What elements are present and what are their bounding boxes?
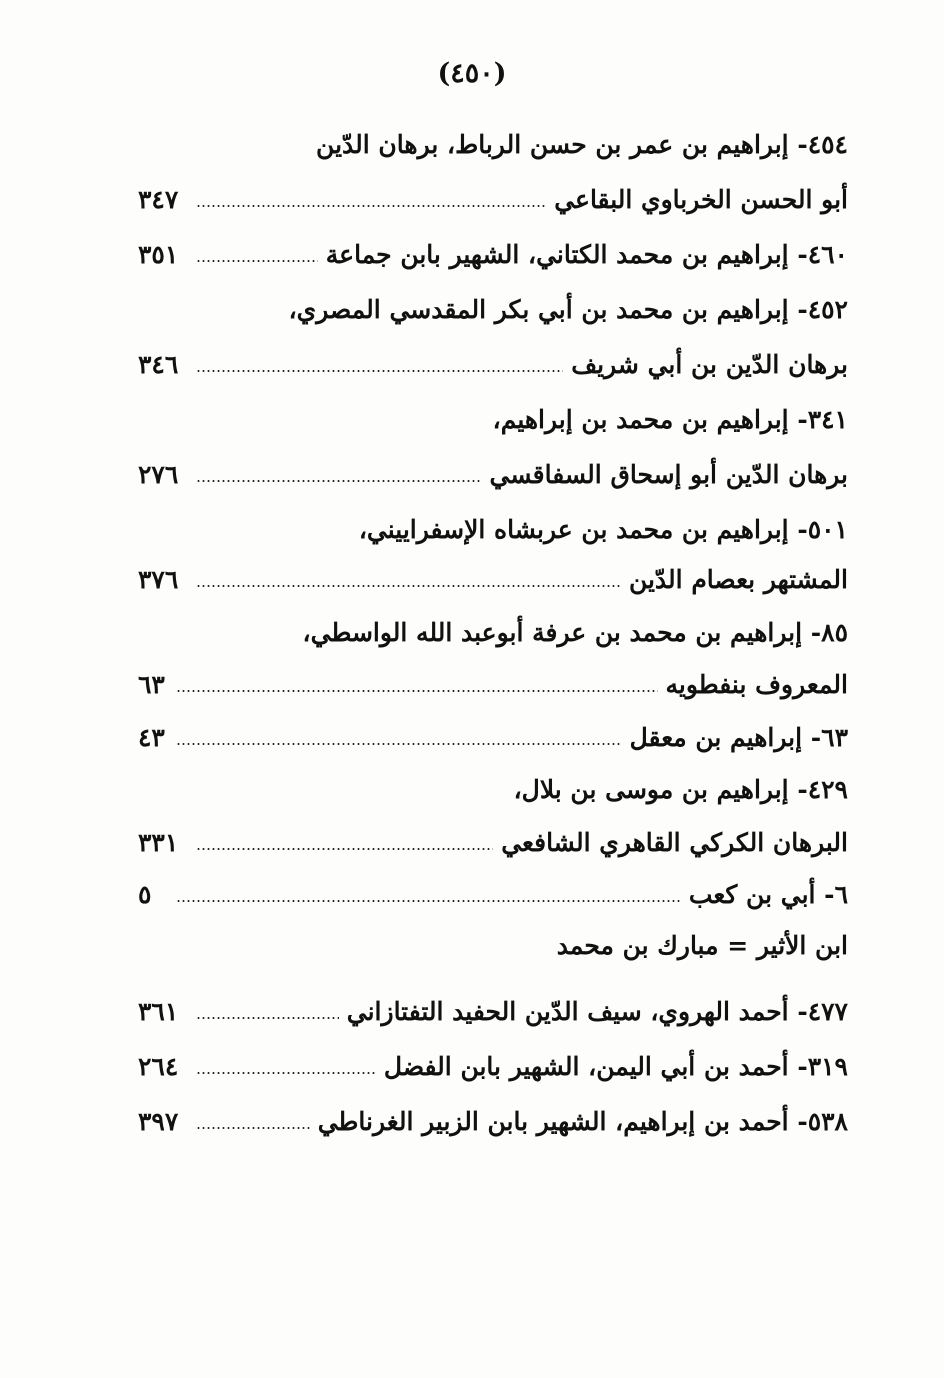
index-line [138, 176, 848, 222]
dot-leader [196, 585, 621, 587]
entry-page-number: ٣٦١ [138, 996, 179, 1026]
dot-leader [196, 205, 546, 207]
entry-page-number: ٣٤٧ [138, 184, 179, 214]
index-line [138, 609, 848, 655]
entry-text: أبو الحسن الخرباوي البقاعي [554, 184, 848, 214]
dot-leader [176, 900, 681, 902]
index-line [138, 1098, 848, 1144]
page-number: (٤٥٠) [437, 58, 507, 89]
dot-leader [196, 1072, 376, 1074]
entry-text: برهان الدّين أبو إسحاق السفاقسي [489, 459, 848, 489]
index-line [138, 766, 848, 812]
entry-page-number: ٣٤٦ [138, 349, 179, 379]
entry-page-number: ٦٣ [138, 669, 165, 699]
entry-text: ٣١٩- أحمد بن أبي اليمن، الشهير بابن الفضل [383, 1051, 848, 1081]
entry-text: ٣٤١- إبراهيم بن محمد بن إبراهيم، [492, 404, 848, 434]
entry-page-number: ٣٧٦ [138, 564, 179, 594]
entry-text: ٦٣- إبراهيم بن معقل [629, 722, 848, 752]
entry-text: ٦- أبي بن كعب [688, 879, 848, 909]
entry-page-number: ٤٣ [138, 722, 165, 752]
entry-text: ٨٥- إبراهيم بن محمد بن عرفة أبوعبد الله الواسطي، [302, 617, 848, 647]
index-line [138, 714, 848, 760]
dot-leader [196, 260, 318, 262]
index-line [138, 121, 848, 167]
entry-page-number: ٣٣١ [138, 827, 179, 857]
entry-text: ٤٥٢- إبراهيم بن محمد بن أبي بكر المقدسي المصري، [288, 294, 848, 324]
entry-text: ٤٥٤- إبراهيم بن عمر بن حسن الرباط، برهان الدّين [316, 129, 848, 159]
entry-text: ابن الأثير = مبارك بن محمد [556, 930, 848, 960]
dot-leader [196, 848, 493, 850]
entry-page-number: ٢٦٤ [138, 1051, 179, 1081]
entry-text: ٥٣٨- أحمد بن إبراهيم، الشهير بابن الزبير الغرناطي [317, 1106, 848, 1136]
index-line [138, 231, 848, 277]
entry-page-number: ٣٩٧ [138, 1106, 179, 1136]
dot-leader [176, 743, 622, 745]
entry-page-number: ٥ [138, 879, 152, 909]
index-line [138, 988, 848, 1034]
dot-leader [196, 480, 482, 482]
index-line [138, 819, 848, 865]
entry-text: المعروف بنفطويه [665, 669, 848, 699]
index-line [138, 341, 848, 387]
entry-text: ٥٠١- إبراهيم بن محمد بن عربشاه الإسفراييني، [358, 514, 848, 544]
entry-text: برهان الدّين بن أبي شريف [571, 349, 848, 379]
entry-page-number: ٢٧٦ [138, 459, 179, 489]
index-line [138, 556, 848, 602]
index-line [138, 286, 848, 332]
dot-leader [196, 1017, 339, 1019]
entry-text: البرهان الكركي القاهري الشافعي [501, 827, 848, 857]
index-line [138, 451, 848, 497]
index-line [138, 506, 848, 552]
entry-text: ٤٧٧- أحمد الهروي، سيف الدّين الحفيد التفتازاني [346, 996, 848, 1026]
entry-page-number: ٣٥١ [138, 239, 179, 269]
index-line [138, 1043, 848, 1089]
index-line [138, 871, 848, 917]
dot-leader [196, 370, 563, 372]
index-line [138, 922, 848, 968]
index-line [138, 396, 848, 442]
entry-text: ٤٦٠- إبراهيم بن محمد الكتاني، الشهير بابن جماعة [325, 239, 848, 269]
dot-leader [196, 1127, 310, 1129]
index-line [138, 661, 848, 707]
dot-leader [176, 690, 658, 692]
entry-text: المشتهر بعصام الدّين [628, 564, 848, 594]
entry-text: ٤٢٩- إبراهيم بن موسى بن بلال، [513, 774, 848, 804]
